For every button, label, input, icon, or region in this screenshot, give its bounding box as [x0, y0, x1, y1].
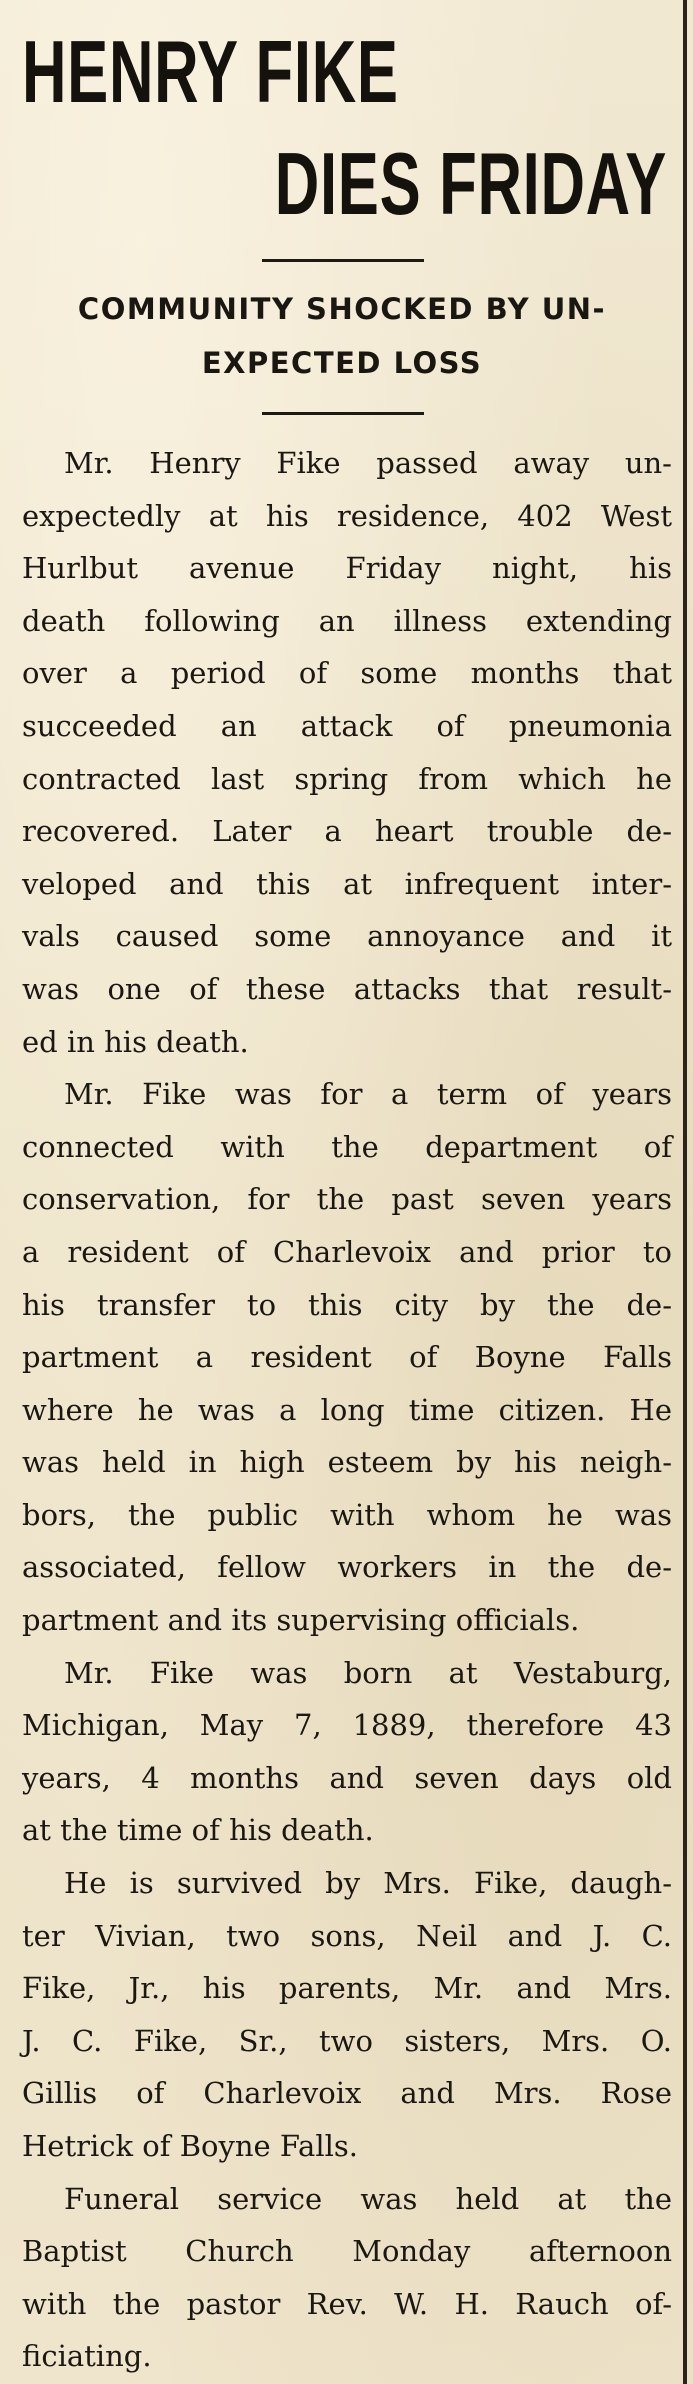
- headline-line-1: HENRY FIKE: [22, 22, 399, 121]
- subhead-line-2: EXPECTED LOSS: [201, 346, 483, 380]
- article-paragraph: [22, 437, 672, 1068]
- headline-line-2: DIES FRIDAY: [274, 134, 667, 233]
- article-paragraph: [22, 1647, 672, 1857]
- article-line: partment a resident of Boyne Falls: [22, 1340, 672, 1375]
- article-line: veloped and this at infrequent inter-: [22, 866, 672, 901]
- article-line: Funeral service was held at the: [64, 2181, 672, 2216]
- article-line: where he was a long time citizen. He: [22, 1392, 672, 1427]
- article-line: Mr. Fike was born at Vestaburg,: [64, 1655, 672, 1690]
- article-line: He is survived by Mrs. Fike, daugh-: [64, 1866, 672, 1901]
- article-paragraph: [22, 2173, 672, 2383]
- article-line: a resident of Charlevoix and prior to: [22, 1234, 672, 1269]
- article-line: ter Vivian, two sons, Neil and J. C.: [22, 1918, 672, 1953]
- subhead-line-1: COMMUNITY SHOCKED BY UN-: [77, 292, 607, 326]
- article-body: [22, 437, 672, 2383]
- article-line: J. C. Fike, Sr., two sisters, Mrs. O.: [22, 2023, 672, 2058]
- column-rule: [683, 0, 687, 2384]
- divider-rule: [262, 412, 424, 415]
- article-line: Hetrick of Boyne Falls.: [22, 2129, 358, 2163]
- article-line: conservation, for the past seven years: [22, 1182, 672, 1217]
- article-paragraph: [22, 1857, 672, 2173]
- article-line: years, 4 months and seven days old: [22, 1760, 672, 1795]
- article-line: his transfer to this city by the de-: [22, 1287, 672, 1322]
- article-line: Michigan, May 7, 1889, therefore 43: [22, 1708, 672, 1743]
- article-line: Fike, Jr., his parents, Mr. and Mrs.: [22, 1971, 672, 2006]
- article-line: death following an illness extending: [22, 603, 672, 638]
- article-line: at the time of his death.: [22, 1813, 374, 1848]
- divider-rule: [262, 259, 424, 262]
- article-line: connected with the department of: [22, 1129, 672, 1164]
- article-line: was held in high esteem by his neigh-: [22, 1445, 672, 1480]
- article-line: over a period of some months that: [22, 656, 672, 691]
- article-line: succeeded an attack of pneumonia: [22, 708, 672, 743]
- article-line: expectedly at his residence, 402 West: [22, 498, 672, 533]
- article-line: associated, fellow workers in the de-: [22, 1550, 672, 1585]
- article-line: was one of these attacks that result-: [22, 971, 672, 1006]
- article-paragraph: [22, 1068, 672, 1647]
- article-line: with the pastor Rev. W. H. Rauch of-: [22, 2286, 672, 2321]
- article-line: partment and its supervising officials.: [22, 1603, 580, 1638]
- article-line: recovered. Later a heart trouble de-: [22, 814, 672, 849]
- article-line: Baptist Church Monday afternoon: [22, 2234, 672, 2269]
- article-line: Gillis of Charlevoix and Mrs. Rose: [22, 2076, 672, 2111]
- article-line: ficiating.: [22, 2339, 152, 2374]
- article-line: Mr. Henry Fike passed away un-: [64, 446, 672, 480]
- article-line: Hurlbut avenue Friday night, his: [22, 551, 672, 586]
- article-line: vals caused some annoyance and it: [22, 919, 672, 954]
- article-line: contracted last spring from which he: [22, 761, 672, 796]
- article-line: bors, the public with whom he was: [22, 1497, 672, 1532]
- article-line: Mr. Fike was for a term of years: [64, 1077, 672, 1112]
- article-line: ed in his death.: [22, 1024, 249, 1059]
